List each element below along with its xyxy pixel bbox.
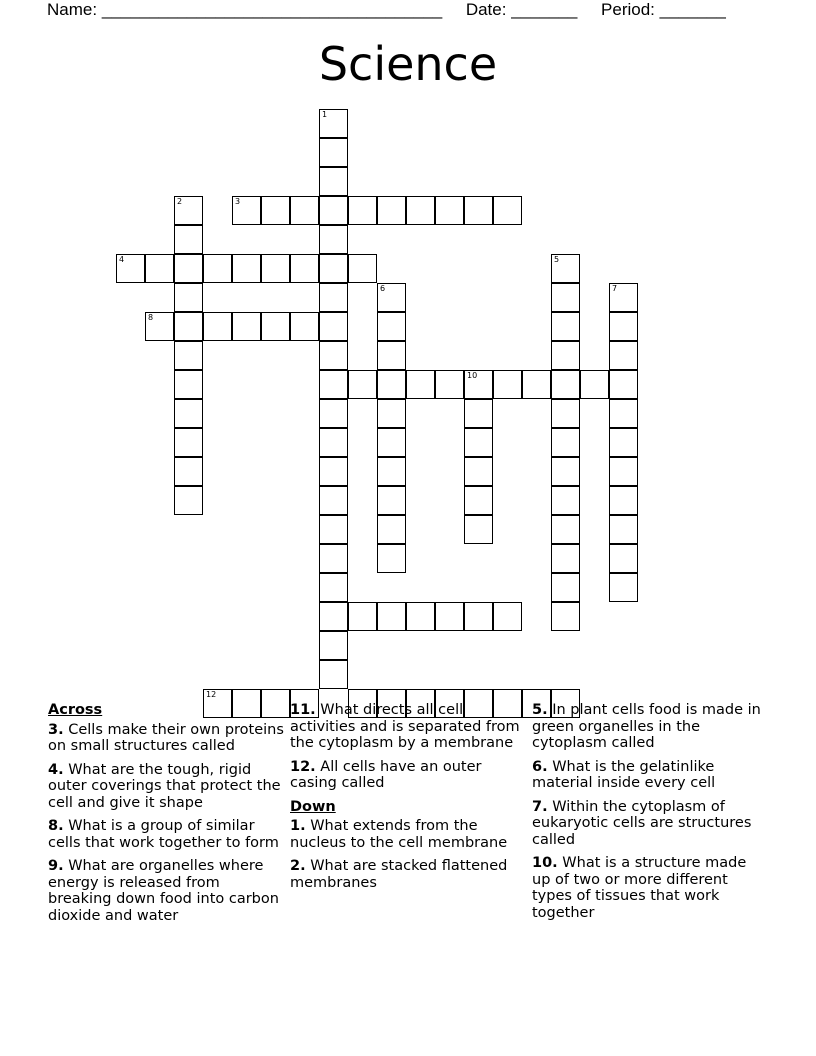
crossword-cell[interactable] [174, 283, 203, 312]
across-heading: Across [48, 702, 103, 718]
crossword-cell[interactable] [319, 167, 348, 196]
crossword-cell[interactable] [493, 602, 522, 631]
crossword-cell[interactable] [377, 544, 406, 573]
clue-number: 4. [48, 761, 64, 778]
clue-down-10 [532, 855, 768, 921]
crossword-cell[interactable] [290, 196, 319, 225]
crossword-cell[interactable] [406, 602, 435, 631]
crossword-cell[interactable] [203, 254, 232, 283]
crossword-cell[interactable] [551, 486, 580, 515]
crossword-cell[interactable] [377, 196, 406, 225]
crossword-cell[interactable] [261, 312, 290, 341]
crossword-cell[interactable] [609, 486, 638, 515]
crossword-cell[interactable] [319, 428, 348, 457]
clue-across-8 [48, 818, 284, 851]
clue-column-2 [290, 702, 526, 898]
crossword-cell[interactable] [232, 196, 261, 225]
crossword-cell[interactable] [609, 428, 638, 457]
clue-text: What is a structure made up of two or more different types of tissues that work together [532, 855, 747, 921]
crossword-cell[interactable] [551, 312, 580, 341]
crossword-cell[interactable] [609, 283, 638, 312]
crossword-cell[interactable] [609, 312, 638, 341]
crossword-cell[interactable] [464, 515, 493, 544]
clue-number: 8. [48, 818, 64, 834]
crossword-cell[interactable] [145, 254, 174, 283]
crossword-cell[interactable] [319, 225, 348, 254]
crossword-cell[interactable] [551, 283, 580, 312]
clue-number: 3. [48, 721, 64, 738]
crossword-cell[interactable] [464, 428, 493, 457]
crossword-cell[interactable] [174, 196, 203, 225]
crossword-cell[interactable] [319, 602, 348, 631]
clue-number: 11. [290, 702, 316, 718]
clue-text: What is the gelatinlike material inside every cell [532, 758, 716, 791]
clue-text: In plant cells food is made in green organelles in the cytoplasm called [532, 702, 761, 751]
crossword-cell[interactable] [319, 138, 348, 167]
crossword-cell[interactable] [174, 341, 203, 370]
crossword-cell[interactable] [551, 370, 580, 399]
clue-text: All cells have an outer casing called [290, 758, 482, 791]
crossword-cell[interactable] [464, 602, 493, 631]
crossword-cell[interactable] [174, 399, 203, 428]
crossword-cell[interactable] [174, 254, 203, 283]
crossword-cell[interactable] [319, 457, 348, 486]
crossword-cell[interactable] [406, 370, 435, 399]
clue-number: 12. [290, 758, 316, 775]
clue-number: 9. [48, 858, 64, 874]
crossword-cell[interactable] [377, 341, 406, 370]
crossword-cell[interactable] [319, 399, 348, 428]
clue-number: 7. [532, 798, 548, 815]
crossword-cell[interactable] [609, 544, 638, 573]
crossword-cell[interactable] [261, 254, 290, 283]
crossword-cell[interactable] [232, 312, 261, 341]
crossword-cell[interactable] [551, 428, 580, 457]
crossword-cell[interactable] [377, 515, 406, 544]
crossword-cell[interactable] [609, 515, 638, 544]
crossword-cell[interactable] [377, 370, 406, 399]
clue-across-4 [48, 762, 284, 812]
crossword-cell[interactable] [377, 457, 406, 486]
crossword-cell[interactable] [464, 370, 493, 399]
clue-number: 1. [290, 818, 306, 834]
crossword-cell[interactable] [377, 602, 406, 631]
crossword-cell[interactable] [609, 341, 638, 370]
clue-number: 5. [532, 702, 548, 718]
clue-across-12 [290, 759, 526, 792]
crossword-cell[interactable] [319, 109, 348, 138]
crossword-cell[interactable] [464, 399, 493, 428]
clue-down-5 [532, 702, 768, 752]
crossword-cell[interactable] [319, 370, 348, 399]
clue-down-7 [532, 799, 768, 849]
clue-number: 2. [290, 858, 306, 874]
crossword-cell[interactable] [174, 486, 203, 515]
clue-across-9 [48, 858, 284, 924]
crossword-cell[interactable] [406, 196, 435, 225]
crossword-cell[interactable] [609, 457, 638, 486]
crossword-cell[interactable] [377, 428, 406, 457]
crossword-cell[interactable] [348, 196, 377, 225]
clue-column-3 [532, 702, 768, 928]
clue-number-label: 12 [206, 690, 217, 699]
period-label: Period: [601, 0, 655, 19]
clue-text: What are organelles where energy is released from breaking down food into carbon dioxide and water [48, 858, 279, 924]
crossword-cell[interactable] [464, 486, 493, 515]
crossword-cell[interactable] [377, 312, 406, 341]
crossword-cell[interactable] [174, 312, 203, 341]
clue-number-label: 8 [148, 313, 154, 322]
clue-number-label: 2 [177, 197, 183, 206]
clue-number: 6. [532, 758, 548, 775]
crossword-cell[interactable] [116, 254, 145, 283]
crossword-cell[interactable] [174, 370, 203, 399]
clue-number-label: 7 [612, 284, 618, 293]
clue-number-label: 5 [554, 255, 560, 264]
crossword-cell[interactable] [551, 515, 580, 544]
crossword-cell[interactable] [319, 254, 348, 283]
clue-number-label: 10 [467, 371, 478, 380]
crossword-cell[interactable] [174, 225, 203, 254]
crossword-cell[interactable] [319, 486, 348, 515]
crossword-cell[interactable] [551, 399, 580, 428]
crossword-cell[interactable] [348, 602, 377, 631]
crossword-cell[interactable] [493, 370, 522, 399]
date-field[interactable]: _______ [511, 0, 578, 19]
clue-text: What is a group of similar cells that work together to form [48, 818, 279, 851]
puzzle-title: Science [318, 37, 498, 91]
crossword-cell[interactable] [348, 254, 377, 283]
clue-text: Within the cytoplasm of eukaryotic cells are structures called [532, 798, 752, 848]
crossword-cell[interactable] [203, 312, 232, 341]
clue-across-3 [48, 722, 284, 755]
crossword-cell[interactable] [348, 370, 377, 399]
crossword-cell[interactable] [261, 196, 290, 225]
crossword-cell[interactable] [377, 283, 406, 312]
crossword-cell[interactable] [319, 312, 348, 341]
crossword-cell[interactable] [319, 196, 348, 225]
crossword-cell[interactable] [435, 602, 464, 631]
crossword-cell[interactable] [319, 631, 348, 660]
clue-text: What directs all cell activities and is separated from the cytoplasm by a membrane [290, 702, 520, 751]
crossword-cell[interactable] [435, 370, 464, 399]
crossword-cell[interactable] [551, 254, 580, 283]
crossword-cell[interactable] [319, 573, 348, 602]
clue-number: 10. [532, 855, 558, 871]
clue-text: Cells make their own proteins on small structures called [48, 721, 284, 754]
crossword-cell[interactable] [174, 428, 203, 457]
crossword-cell[interactable] [319, 283, 348, 312]
crossword-cell[interactable] [290, 254, 319, 283]
clue-text: What are the tough, rigid outer coverings that protect the cell and give it shape [48, 761, 281, 811]
crossword-cell[interactable] [464, 196, 493, 225]
crossword-cell[interactable] [435, 196, 464, 225]
clue-across-11 [290, 702, 526, 752]
crossword-cell[interactable] [609, 399, 638, 428]
crossword-cell[interactable] [174, 457, 203, 486]
crossword-cell[interactable] [551, 602, 580, 631]
clue-down-1 [290, 818, 526, 851]
crossword-cell[interactable] [551, 457, 580, 486]
crossword-cell[interactable] [319, 341, 348, 370]
crossword-cell[interactable] [609, 370, 638, 399]
crossword-cell[interactable] [464, 457, 493, 486]
crossword-cell[interactable] [319, 660, 348, 689]
crossword-cell[interactable] [493, 196, 522, 225]
clue-number-label: 3 [235, 197, 241, 206]
crossword-cell[interactable] [319, 544, 348, 573]
crossword-cell[interactable] [377, 486, 406, 515]
crossword-cell[interactable] [319, 515, 348, 544]
name-label: Name: [47, 0, 98, 19]
crossword-cell[interactable] [551, 573, 580, 602]
clue-text: What extends from the nucleus to the cell membrane [290, 818, 508, 851]
clue-column-1 [48, 702, 284, 931]
crossword-cell[interactable] [232, 254, 261, 283]
crossword-cell[interactable] [609, 573, 638, 602]
clue-number-label: 1 [322, 110, 328, 119]
clue-down-2 [290, 858, 526, 891]
period-field[interactable]: _______ [659, 0, 726, 19]
clue-number-label: 4 [119, 255, 125, 264]
crossword-cell[interactable] [551, 341, 580, 370]
crossword-cell[interactable] [377, 399, 406, 428]
crossword-cell[interactable] [580, 370, 609, 399]
clue-text: What are stacked flattened membranes [290, 858, 508, 891]
crossword-cell[interactable] [145, 312, 174, 341]
name-field[interactable]: ____________________________________ [101, 0, 443, 19]
crossword-cell[interactable] [290, 312, 319, 341]
crossword-cell[interactable] [522, 370, 551, 399]
crossword-cell[interactable] [551, 544, 580, 573]
clue-number-label: 6 [380, 284, 386, 293]
down-heading: Down [290, 798, 336, 815]
clue-down-6 [532, 759, 768, 792]
date-label: Date: [465, 0, 507, 19]
